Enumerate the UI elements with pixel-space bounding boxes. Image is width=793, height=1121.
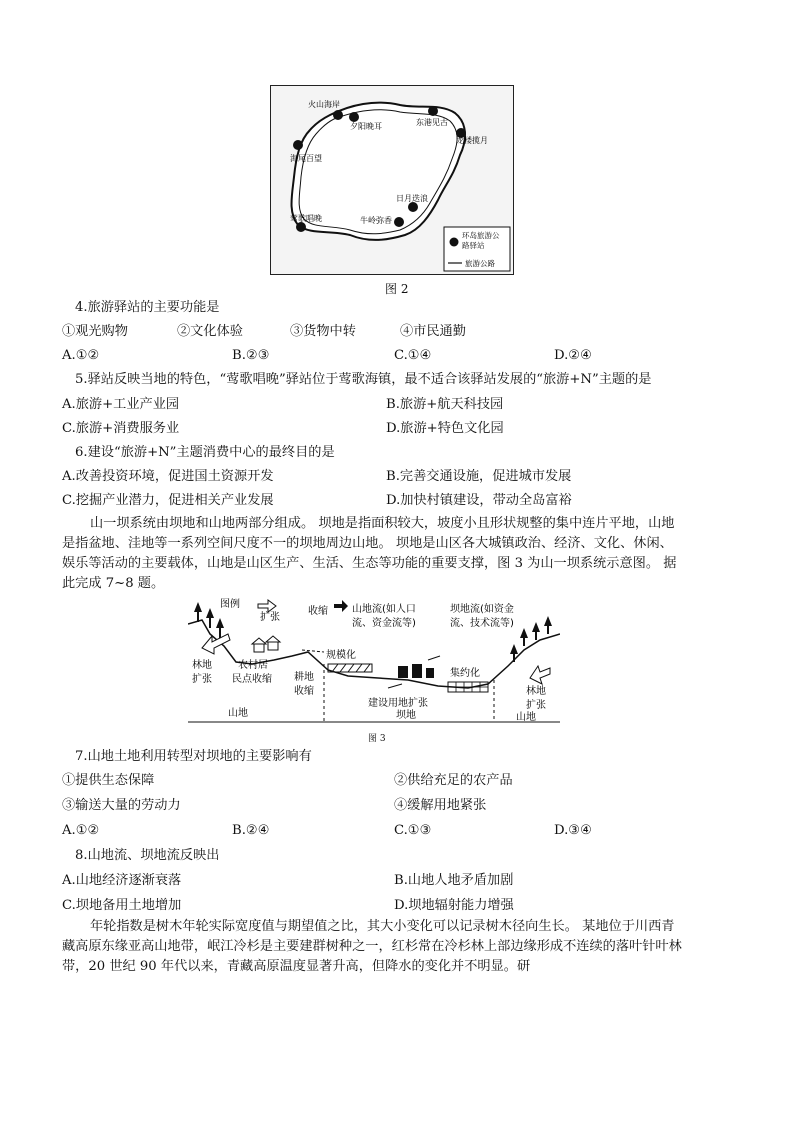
legend-basin-flow-1: 坝地流(如资金 bbox=[450, 604, 514, 615]
q7-option-a[interactable]: A.①② bbox=[62, 823, 100, 838]
flow-arrow bbox=[388, 684, 402, 688]
q8-option-a[interactable]: A.山地经济逐渐衰落 bbox=[62, 873, 182, 888]
label-mountain-left: 山地 bbox=[228, 708, 248, 719]
station-label: 海尾百望 bbox=[290, 154, 322, 163]
label-forest-expand-left-1: 林地 bbox=[192, 660, 212, 671]
station-label: 东港见古 bbox=[416, 118, 448, 127]
station-label: 日月迭浪 bbox=[396, 194, 428, 203]
q4-item-2: ②文化体验 bbox=[177, 324, 243, 339]
label-scale: 规模化 bbox=[326, 650, 356, 661]
q6-option-a[interactable]: A.改善投资环境，促进国土资源开发 bbox=[62, 469, 274, 484]
station-label: 莺歌唱晚 bbox=[290, 214, 322, 223]
legend-title: 图例 bbox=[220, 599, 240, 610]
q7-item-3: ③输送大量的劳动力 bbox=[62, 798, 181, 813]
q4-item-1: ①观光购物 bbox=[62, 324, 128, 339]
q8-option-b[interactable]: B.山地人地矛盾加剧 bbox=[394, 873, 514, 888]
building-icon bbox=[398, 664, 434, 678]
q4-option-d[interactable]: D.②④ bbox=[554, 348, 592, 363]
figure-2-map bbox=[270, 85, 514, 275]
label-farmland-1: 耕地 bbox=[294, 672, 314, 683]
q4-option-a[interactable]: A.①② bbox=[62, 348, 100, 363]
passage2-line-3: 带，20 世纪 90 年代以来，青藏高原温度显著升高，但降水的变化并不明显。研 bbox=[62, 959, 531, 974]
q6-stem: 6.建设“旅游+N”主题消费中心的最终目的是 bbox=[75, 445, 335, 460]
label-forest-expand-right-1: 林地 bbox=[526, 686, 546, 697]
q7-option-c[interactable]: C.①③ bbox=[394, 823, 432, 838]
station-dot bbox=[408, 202, 418, 212]
q5-option-c[interactable]: C.旅游+消费服务业 bbox=[62, 421, 180, 436]
station-label: 夕阳晚耳 bbox=[350, 122, 382, 131]
flow-arrow bbox=[428, 656, 440, 660]
q7-item-1: ①提供生态保障 bbox=[62, 773, 155, 788]
station-label: 火山海岸 bbox=[308, 100, 340, 109]
station-dot bbox=[349, 112, 359, 122]
flow-arrow bbox=[302, 650, 324, 652]
q4-item-3: ③货物中转 bbox=[290, 324, 356, 339]
passage1-line-4: 此完成 7~8 题。 bbox=[62, 576, 165, 591]
label-village-2: 民点收缩 bbox=[232, 674, 272, 685]
q6-option-b[interactable]: B.完善交通设施，促进城市发展 bbox=[386, 469, 572, 484]
q8-stem: 8.山地流、坝地流反映出 bbox=[75, 848, 220, 863]
expand-arrow-icon bbox=[258, 600, 276, 612]
q7-item-2: ②供给充足的农产品 bbox=[394, 773, 513, 788]
station-label: 牛岭弥香 bbox=[360, 216, 392, 225]
q7-item-4: ④缓解用地紧张 bbox=[394, 798, 487, 813]
q4-option-b[interactable]: B.②③ bbox=[232, 348, 270, 363]
q4-stem: 4.旅游驿站的主要功能是 bbox=[75, 300, 220, 315]
q6-option-d[interactable]: D.加快村镇建设，带动全岛富裕 bbox=[386, 493, 572, 508]
station-label: 龙楼揽月 bbox=[456, 136, 488, 145]
q5-stem: 5.驿站反映当地的特色，“莺歌唱晚”驿站位于莺歌海镇，最不适合该驿站发展的“旅游+N”主题的是 bbox=[75, 372, 652, 387]
q5-option-a[interactable]: A.旅游+工业产业园 bbox=[62, 397, 180, 412]
label-farmland-2: 收缩 bbox=[294, 686, 314, 697]
legend-expand: 扩张 bbox=[260, 612, 280, 623]
figure-2-caption: 图 2 bbox=[385, 282, 409, 296]
passage2-line-1: 年轮指数是树木年轮实际宽度值与期望值之比，其大小变化可以记录树木径向生长。 某地位于川西青 bbox=[90, 919, 675, 934]
station-dot bbox=[296, 222, 306, 232]
legend-mountain-flow-2: 流、资金流等) bbox=[352, 618, 416, 629]
passage1-line-2: 是指盆地、洼地等一系列空间尺度不一的坝地周边山地。 坝地是山区各大城镇政治、经济、文化、休闲、 bbox=[62, 536, 673, 551]
shrink-arrow-icon bbox=[334, 600, 348, 612]
legend-station-label: 环岛旅游公路驿站 bbox=[462, 231, 500, 250]
q4-item-4: ④市民通勤 bbox=[400, 324, 466, 339]
label-mountain-right: 山地 bbox=[516, 712, 536, 723]
passage1-line-3: 娱乐等活动的主要载体，山地是山区生产、生活、生态等功能的重要支撑，图 3 为山一坝系统示意图。 据 bbox=[62, 556, 677, 571]
label-forest-expand-left-2: 扩张 bbox=[192, 674, 212, 685]
legend-basin-flow-2: 流、技术流等) bbox=[450, 618, 514, 629]
q8-option-d[interactable]: D.坝地辐射能力增强 bbox=[394, 898, 514, 913]
figure-3-diagram bbox=[188, 594, 560, 728]
q5-option-b[interactable]: B.旅游+航天科技园 bbox=[386, 397, 504, 412]
label-basin: 坝地 bbox=[396, 710, 416, 721]
label-intensive: 集约化 bbox=[450, 668, 480, 679]
q7-option-d[interactable]: D.③④ bbox=[554, 823, 592, 838]
q6-option-c[interactable]: C.挖掘产业潜力，促进相关产业发展 bbox=[62, 493, 274, 508]
label-forest-expand-right-2: 扩张 bbox=[526, 700, 546, 711]
house-icon bbox=[252, 636, 280, 652]
q4-option-c[interactable]: C.①④ bbox=[394, 348, 432, 363]
q8-option-c[interactable]: C.坝地备用土地增加 bbox=[62, 898, 182, 913]
label-construction: 建设用地扩张 bbox=[368, 698, 428, 709]
passage2-line-2: 藏高原东缘亚高山地带，岷江冷杉是主要建群树种之一，红杉常在冷杉林上部边缘形成不连续的落叶针叶林 bbox=[62, 939, 682, 954]
legend-mountain-flow-1: 山地流(如人口 bbox=[352, 604, 416, 615]
station-dot bbox=[428, 106, 438, 116]
q5-option-d[interactable]: D.旅游+特色文化园 bbox=[386, 421, 504, 436]
q7-option-b[interactable]: B.②④ bbox=[232, 823, 270, 838]
figure-3-caption: 图 3 bbox=[368, 734, 386, 744]
station-dot bbox=[394, 217, 404, 227]
q7-stem: 7.山地土地利用转型对坝地的主要影响有 bbox=[75, 749, 312, 764]
legend-station-dot bbox=[450, 238, 459, 247]
passage1-line-1: 山一坝系统由坝地和山地两部分组成。 坝地是指面积较大，坡度小且形状规整的集中连片平地，山地 bbox=[90, 516, 675, 531]
legend-road-label: 旅游公路 bbox=[465, 259, 495, 268]
legend-shrink: 收缩 bbox=[308, 606, 328, 617]
station-dot bbox=[293, 140, 303, 150]
label-village-1: 农村居 bbox=[238, 660, 268, 671]
station-dot bbox=[333, 110, 343, 120]
